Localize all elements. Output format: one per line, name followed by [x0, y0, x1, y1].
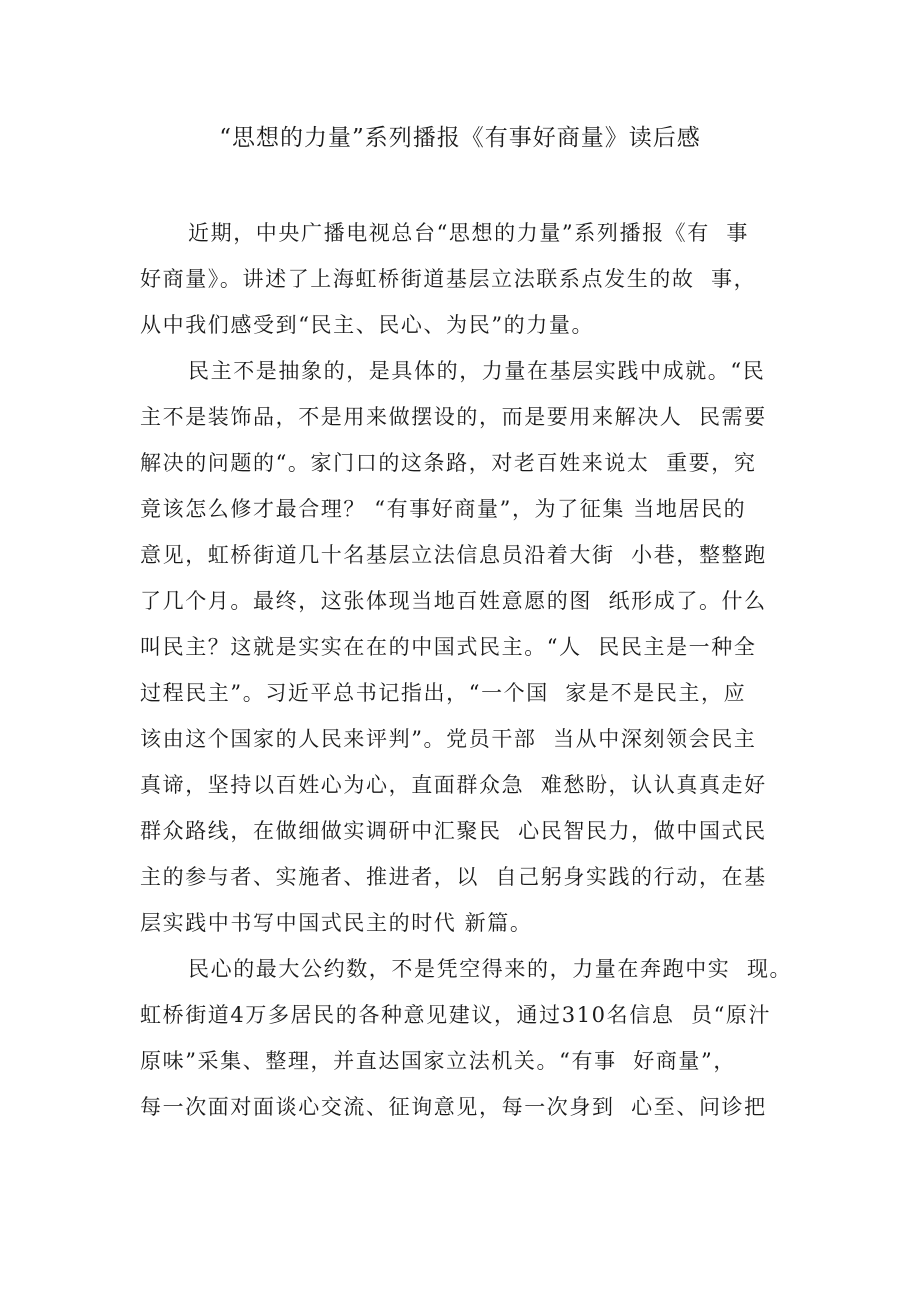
text-line: 竟该怎么修才最合理？ “有事好商量”，为了征集 当地居民的	[140, 497, 747, 521]
text-line: 过程民主”。习近平总书记指出，“一个国 家是不是民主，应	[140, 681, 747, 705]
document-body	[140, 210, 800, 1130]
text-line: 了几个月。最终，这张体现当地百姓意愿的图 纸形成了。什么	[140, 589, 767, 613]
text-line: 解决的问题的“。家门口的这条路，对老百姓来说太 重要，究	[140, 451, 757, 475]
text-line: 民主不是抽象的，是具体的，力量在基层实践中成就。“民	[188, 359, 766, 383]
text-line: 主不是装饰品，不是用来做摆设的，而是要用来解决人 民需要	[140, 405, 767, 429]
text-line: 原味”采集、整理，并直达国家立法机关。“有事 好商量”，	[140, 1049, 736, 1073]
paragraph-2	[140, 348, 800, 946]
text-line: 每一次面对面谈心交流、征询意见，每一次身到 心至、问诊把	[140, 1095, 767, 1119]
paragraph-3	[140, 946, 800, 1130]
text-line: 该由这个国家的人民来评判”。党员干部 当从中深刻领会民主	[140, 727, 757, 751]
text-line: 叫民主？这就是实实在在的中国式民主。“人 民民主是一种全	[140, 635, 757, 659]
text-line: 从中我们感受到“民主、民心、为民”的力量。	[140, 313, 595, 337]
text-line: 好商量》。讲述了上海虹桥街道基层立法联系点发生的故 事，	[140, 267, 757, 291]
text-line: 意见，虹桥街道几十名基层立法信息员沿着大街 小巷，整整跑	[140, 543, 767, 567]
text-line: 群众路线，在做细做实调研中汇聚民 心民智民力，做中国式民	[140, 819, 767, 843]
text-line: 民心的最大公约数，不是凭空得来的，力量在奔跑中实 现。	[188, 957, 793, 981]
text-line: 虹桥街道4万多居民的各种意见建议，通过310名信息 员“原汁	[140, 1003, 772, 1027]
paragraph-1	[140, 210, 800, 348]
text-line: 主的参与者、实施者、推进者，以 自己躬身实践的行动，在基	[140, 865, 767, 889]
text-line: 层实践中书写中国式民主的时代 新篇。	[140, 911, 533, 935]
document-title: “思想的力量”系列播报《有事好商量》读后感	[219, 125, 701, 151]
text-line: 真谛，坚持以百姓心为心，直面群众急 难愁盼，认认真真走好	[140, 773, 767, 797]
text-line: 近期，中央广播电视总台“思想的力量”系列播报《有 事	[188, 221, 750, 245]
